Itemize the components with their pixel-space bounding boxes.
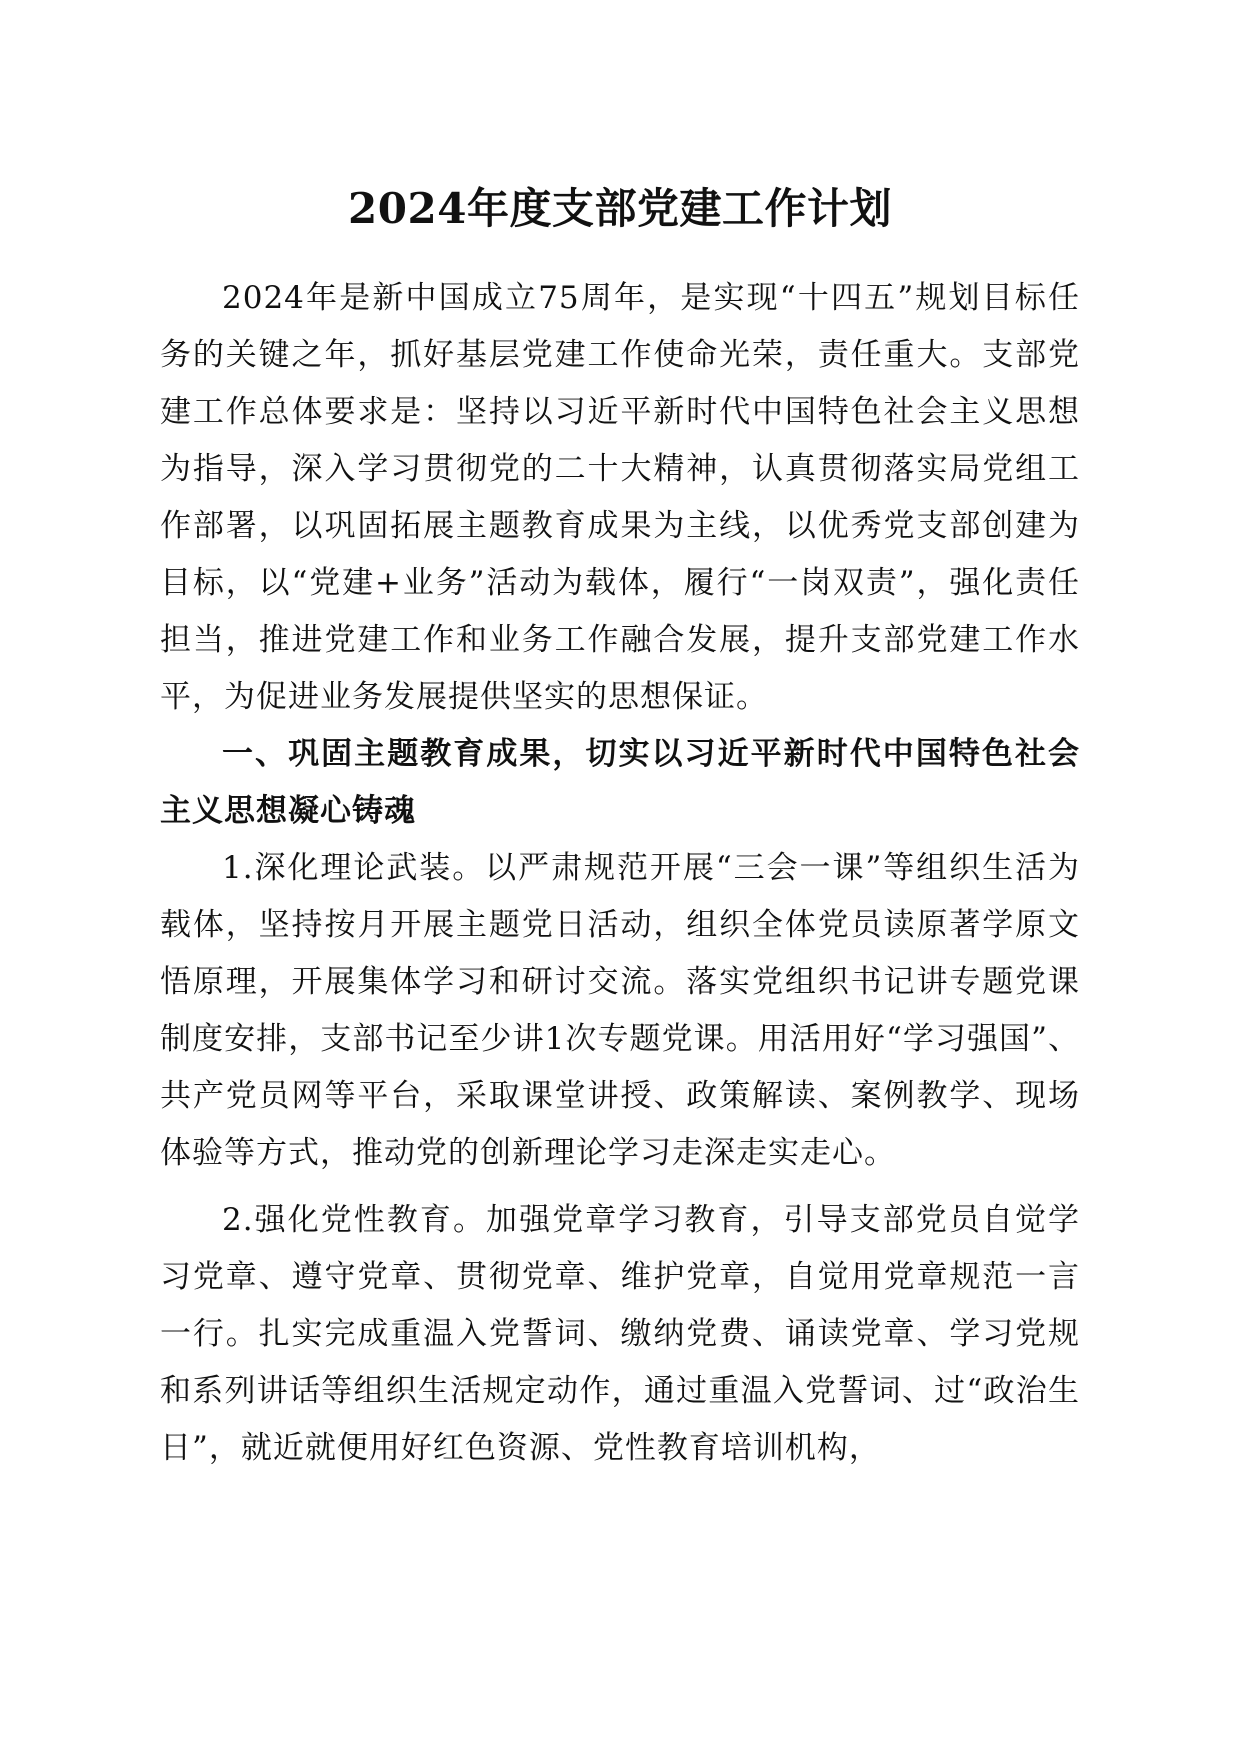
intro-paragraph: 2024年是新中国成立75周年，是实现“十四五”规划目标任务的关键之年，抓好基层党建工作使命光荣，责任重大。支部党建工作总体要求是：坚持以习近平新时代中国特色社会主义思想为指导，深入学习贯彻党的二十大精神，认真贯彻落实局党组工作部署，以巩固拓展主题教育成果为主线，以优秀党支部创建为目标，以“党建+业务”活动为载体，履行“一岗双责”，强化责任担当，推进党建工作和业务工作融合发展，提升支部党建工作水平，为促进业务发展提供坚实的思想保证。	[160, 280, 1080, 715]
document-body	[160, 170, 1080, 1477]
item-paragraph-1: 1.深化理论武装。以严肃规范开展“三会一课”等组织生活为载体，坚持按月开展主题党日活动，组织全体党员读原著学原文悟原理，开展集体学习和研讨交流。落实党组织书记讲专题党课制度安排，支部书记至少讲1次专题党课。用活用好“学习强国”、共产党员网等平台，采取课堂讲授、政策解读、案例教学、现场体验等方式，推动党的创新理论学习走深走实走心。	[160, 850, 1080, 1171]
section-heading-1: 一、巩固主题教育成果，切实以习近平新时代中国特色社会主义思想凝心铸魂	[160, 736, 1080, 829]
item-paragraph-2: 2.强化党性教育。加强党章学习教育，引导支部党员自觉学习党章、遵守党章、贯彻党章、维护党章，自觉用党章规范一言一行。扎实完成重温入党誓词、缴纳党费、诵读党章、学习党规和系列讲话等组织生活规定动作，通过重温入党誓词、过“政治生日”，就近就便用好红色资源、党性教育培训机构，	[160, 1202, 1080, 1466]
document-title: 2024年度支部党建工作计划	[348, 184, 892, 233]
